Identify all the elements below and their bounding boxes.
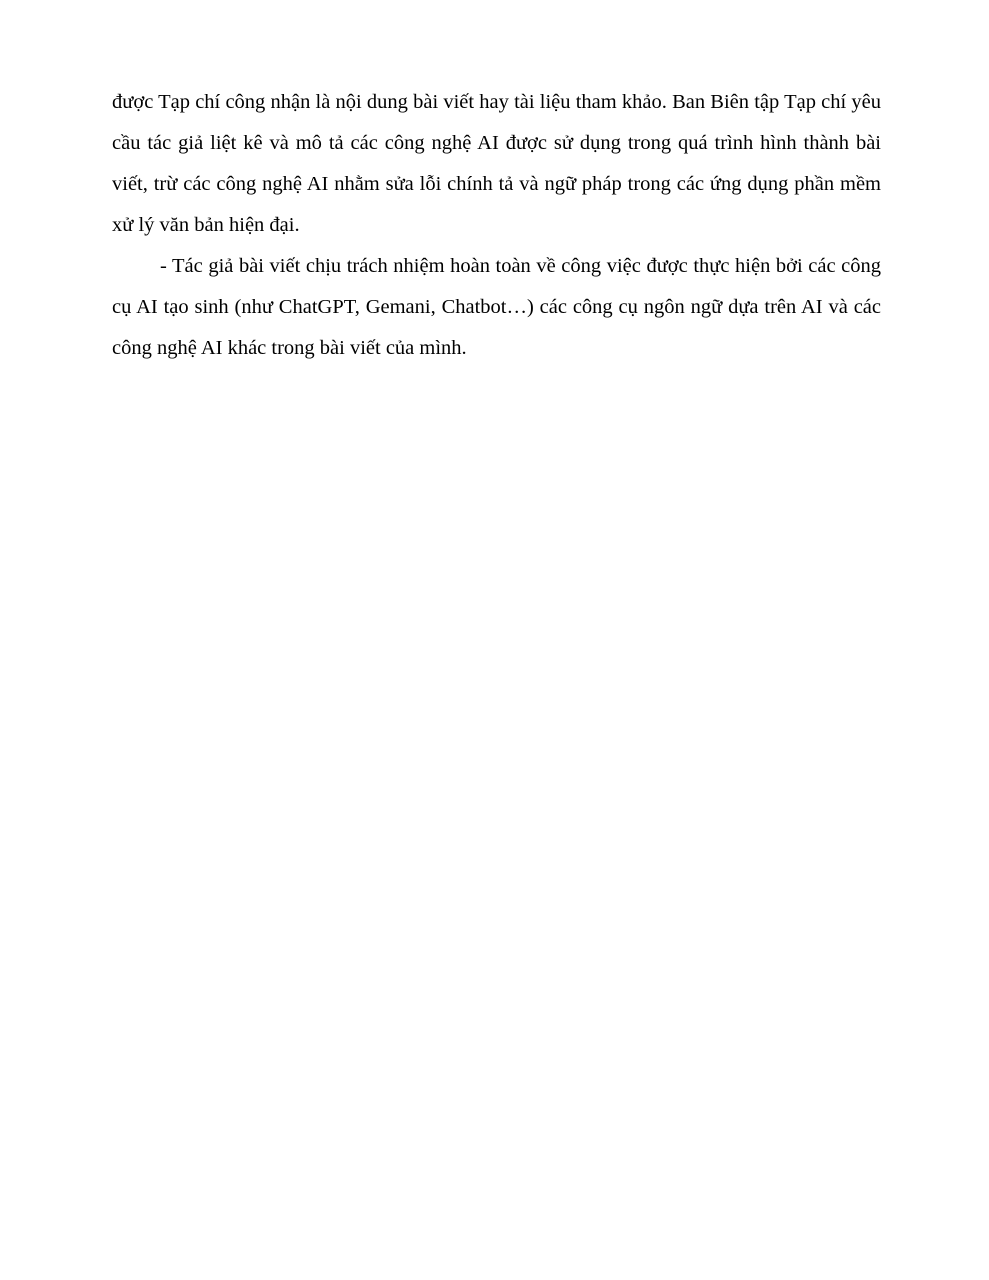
paragraph-block: - Tác giả bài viết chịu trách nhiệm hoàn toàn về công việc được thực hiện bởi các công cụ AI tạo sinh (như ChatGPT, Gemani, Chatbot…) các công cụ ngôn ngữ dựa trên AI và các công nghệ AI khác trong bài viết của mình. xyxy=(112,255,881,359)
paragraph-block: được Tạp chí công nhận là nội dung bài viết hay tài liệu tham khảo. Ban Biên tập Tạp chí yêu cầu tác giả liệt kê và mô tả các công nghệ AI được sử dụng trong quá trình hình thành bài viết, trừ các công nghệ AI nhằm sửa lỗi chính tả và ngữ pháp trong các ứng dụng phần mềm xử lý văn bản hiện đại. xyxy=(112,91,881,236)
document-body xyxy=(112,82,881,369)
